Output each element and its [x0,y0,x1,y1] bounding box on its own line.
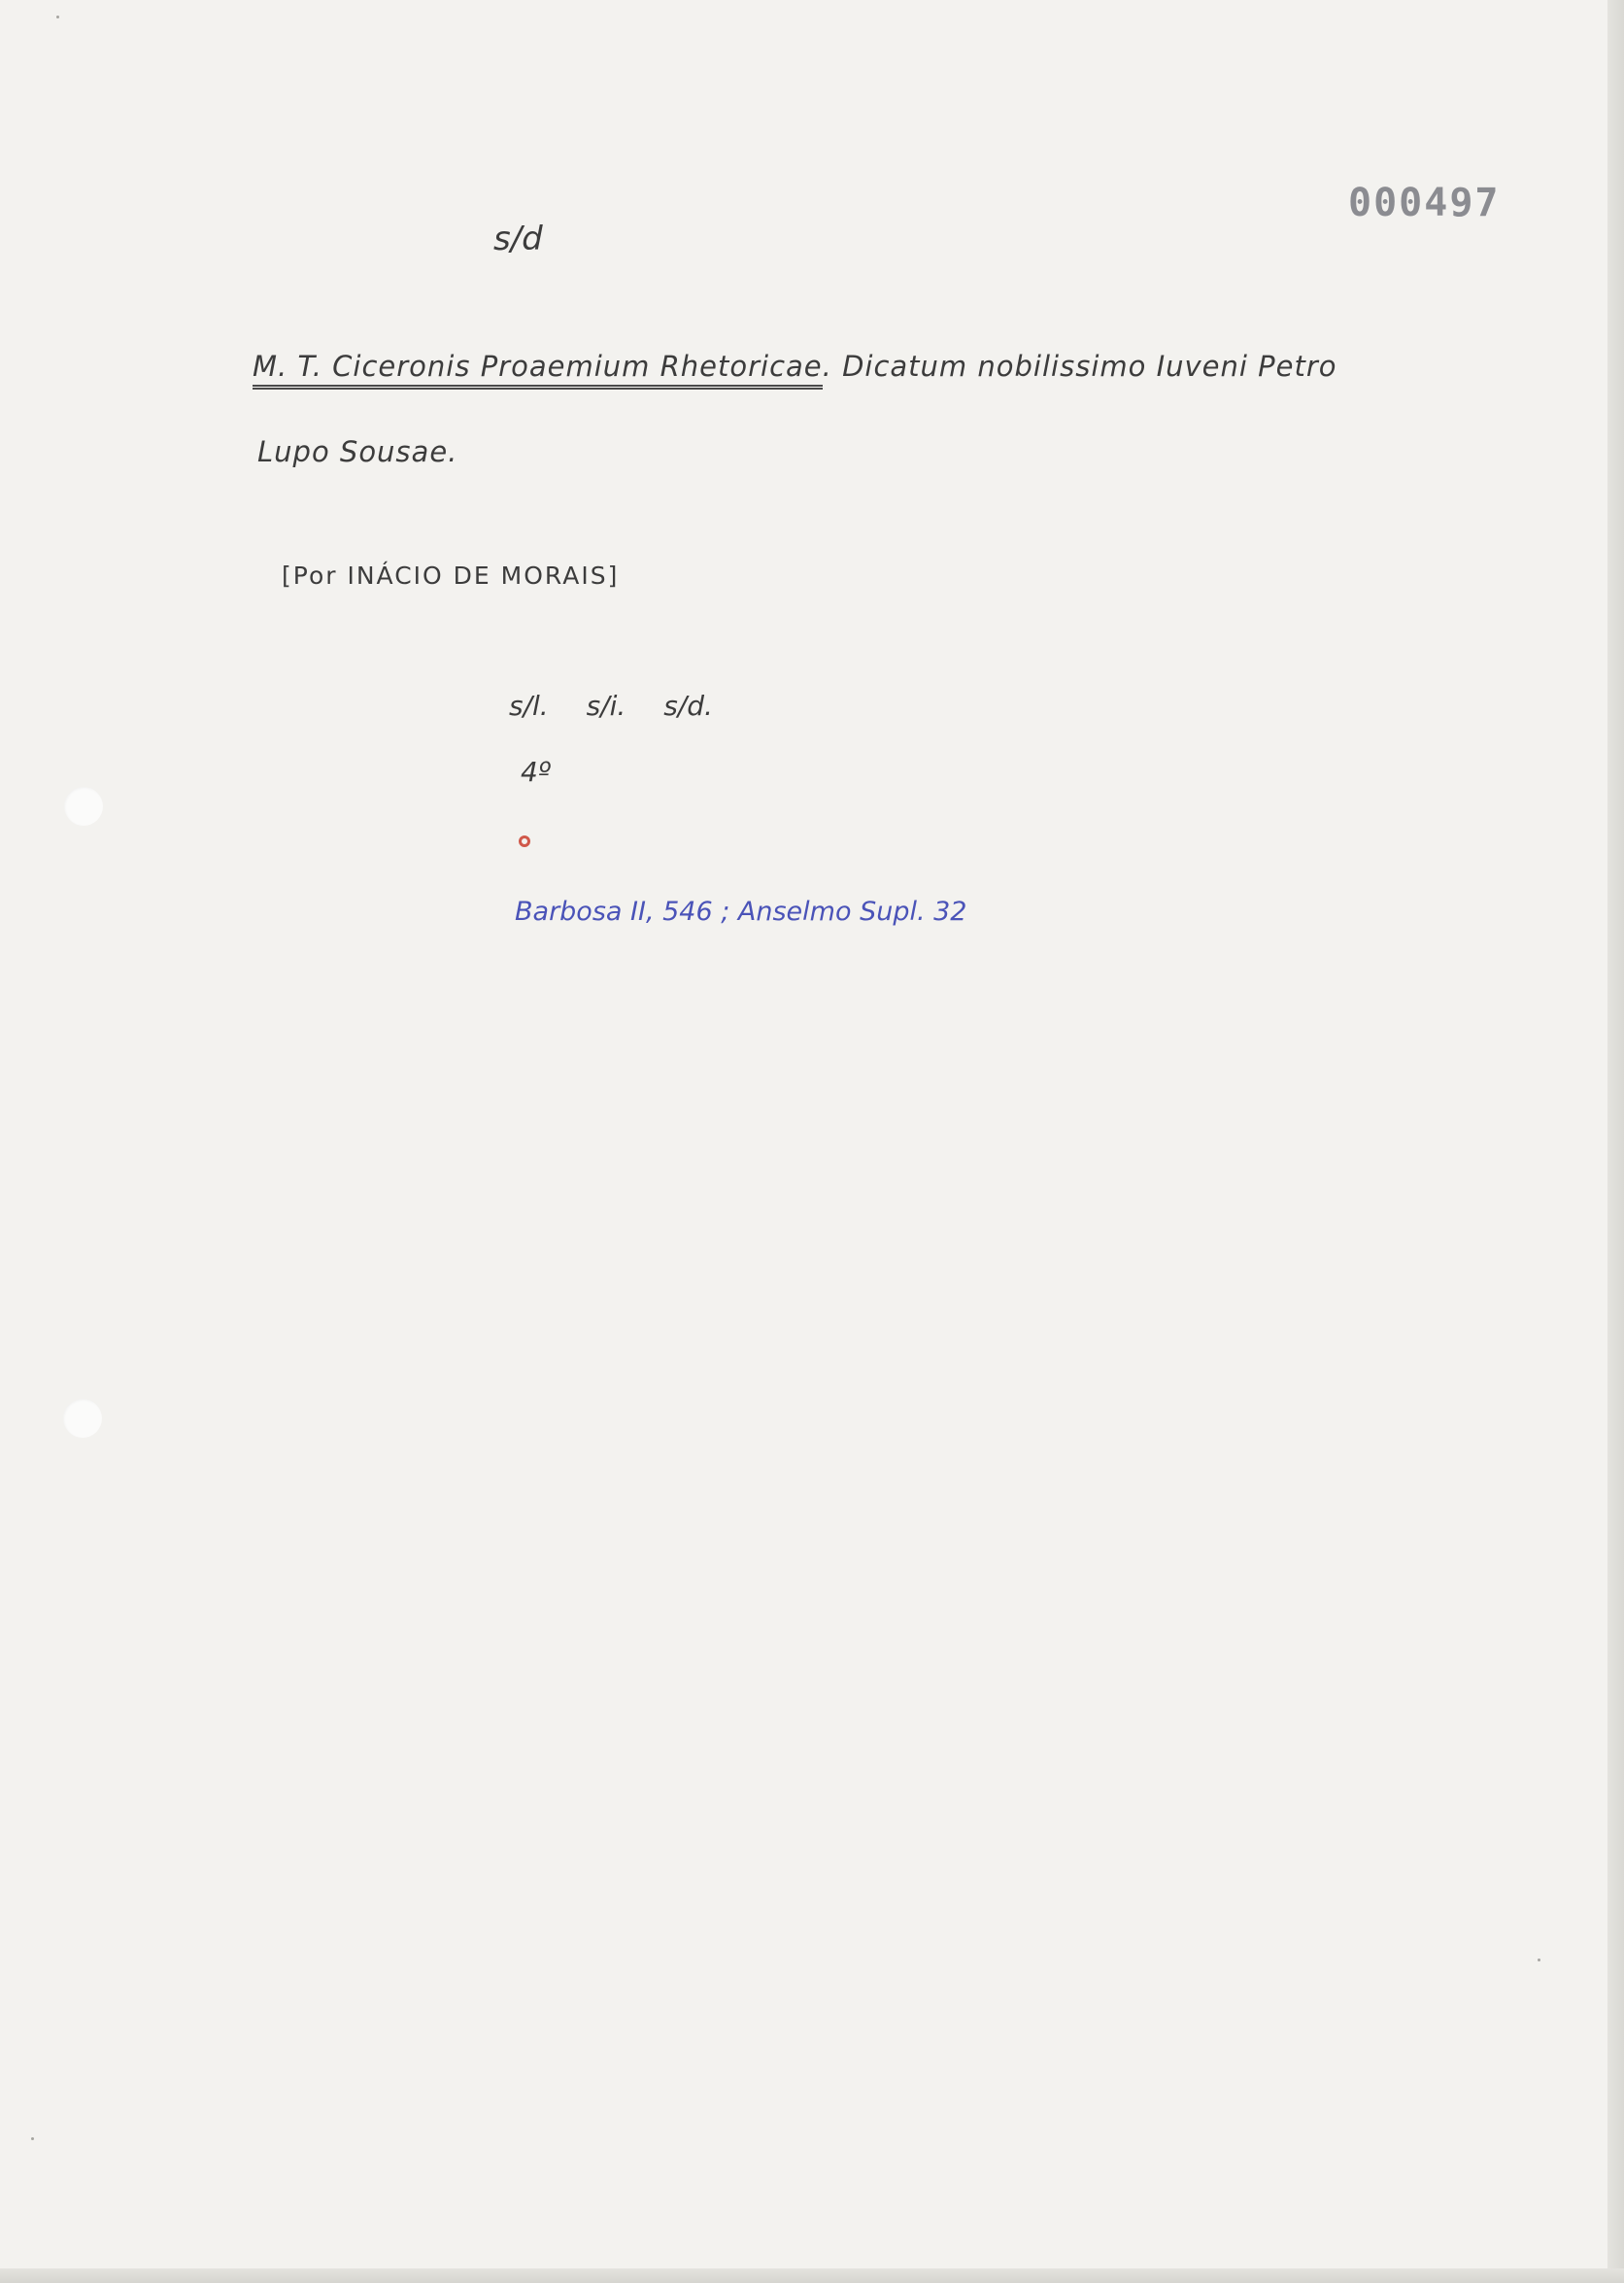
date-heading: s/d [493,220,543,258]
title-underlined: M. T. Ciceronis Proaemium Rhetoricae [253,350,823,390]
title-line-1 [253,350,1337,383]
author-attribution: [Por INÁCIO DE MORAIS] [282,562,620,590]
red-circle-mark [519,835,530,847]
punch-hole-top [64,787,103,826]
record-number-stamp: 000497 [1348,181,1501,225]
paper-speck [31,2137,34,2140]
imprint-line: s/l. s/i. s/d. [509,690,713,722]
bibliographic-references: Barbosa II, 546 ; Anselmo Supl. 32 [515,897,967,927]
punch-hole-bottom [63,1399,102,1438]
title-continuation: . Dicatum nobilissimo Iuveni Petro [822,350,1337,383]
paper-speck [1538,1959,1540,1961]
scan-edge-right [1607,0,1624,2283]
paper-speck [56,16,59,18]
scan-edge-bottom [0,2268,1624,2283]
format-line: 4º [521,756,552,788]
title-line-2: Lupo Sousae. [257,435,458,468]
